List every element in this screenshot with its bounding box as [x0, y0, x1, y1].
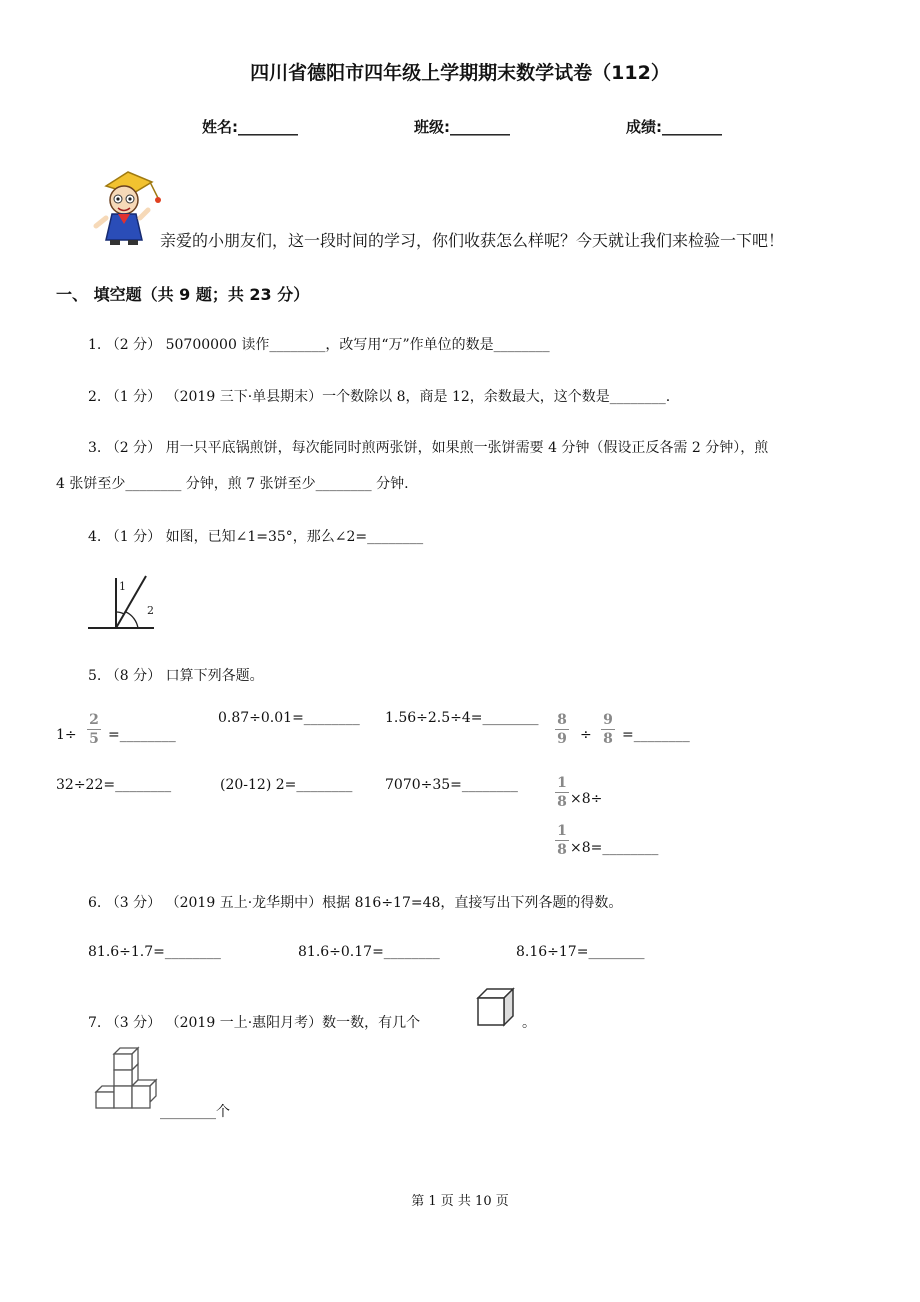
question-5: 5. （8 分） 口算下列各题。	[88, 668, 264, 684]
cube-icon	[475, 986, 517, 1028]
fraction-numerator: 1	[557, 775, 567, 791]
stacked-cubes-figure	[92, 1046, 164, 1118]
q6-a: 81.6÷1.7=________	[88, 944, 221, 960]
fraction-numerator: 8	[557, 712, 567, 728]
mascot-icon	[88, 168, 168, 248]
fraction-numerator: 2	[89, 712, 99, 728]
class-field[interactable]: 班级:________	[414, 118, 510, 136]
q5-d-fraction-1	[555, 712, 569, 747]
q5-d-operator: ÷	[580, 727, 592, 743]
score-field[interactable]: 成绩:________	[626, 118, 722, 136]
question-1: 1. （2 分） 50700000 读作________，改写用“万”作单位的数是________	[88, 337, 550, 353]
question-4: 4. （1 分） 如图，已知∠1=35°，那么∠2=________	[88, 529, 424, 545]
q6-c: 8.16÷17=________	[516, 944, 645, 960]
q5-d-answer: =________	[622, 727, 690, 743]
page-title: 四川省德阳市四年级上学期期末数学试卷（112）	[250, 62, 670, 84]
fraction-denominator: 9	[557, 731, 567, 747]
q5-a-fraction	[87, 712, 101, 747]
fraction-numerator: 9	[603, 712, 613, 728]
q6-b: 81.6÷0.17=________	[298, 944, 440, 960]
q5-e: 32÷22=________	[56, 777, 172, 793]
question-6: 6. （3 分） （2019 五上·龙华期中）根据 816÷17=48，直接写出下列各题的得数。	[88, 895, 623, 911]
question-3-line-2: 4 张饼至少________ 分钟，煎 7 张饼至少________ 分钟.	[56, 476, 409, 492]
question-2: 2. （1 分） （2019 三下·单县期末）一个数除以 8，商是 12，余数最大，这个数是________.	[88, 389, 671, 405]
fraction-numerator: 1	[557, 823, 567, 839]
q5-i-fraction	[555, 823, 569, 858]
q5-a-answer: =________	[108, 727, 176, 743]
q5-i-expression: ×8=________	[570, 840, 659, 856]
page-footer: 第 1 页 共 10 页	[411, 1194, 509, 1209]
question-7-end: 。	[522, 1015, 536, 1031]
q5-h-fraction	[555, 775, 569, 810]
q5-f: (20-12) 2=________	[220, 777, 353, 793]
question-7: 7. （3 分） （2019 一上·惠阳月考）数一数，有几个	[88, 1015, 421, 1031]
q5-c: 1.56÷2.5÷4=________	[385, 710, 539, 726]
question-3-line-1: 3. （2 分） 用一只平底锅煎饼，每次能同时煎两张饼，如果煎一张饼需要 4 分钟（假设正反各需 2 分钟），煎	[88, 440, 769, 456]
angle-figure	[86, 574, 158, 634]
fraction-denominator: 5	[89, 731, 99, 747]
q5-g: 7070÷35=________	[385, 777, 518, 793]
section-heading: 一、 填空题（共 9 题；共 23 分）	[56, 285, 310, 304]
fraction-denominator: 8	[557, 794, 567, 810]
name-field[interactable]: 姓名:________	[202, 118, 298, 136]
angle-2-label: 2	[147, 604, 154, 617]
q5-h-expression: ×8÷	[570, 791, 603, 807]
fraction-denominator: 8	[557, 842, 567, 858]
q5-a-prefix: 1÷	[56, 727, 77, 743]
greeting-text: 亲爱的小朋友们，这一段时间的学习，你们收获怎么样呢？今天就让我们来检验一下吧！	[160, 231, 785, 250]
question-7-answer: ________个	[160, 1104, 230, 1120]
q5-b: 0.87÷0.01=________	[218, 710, 360, 726]
q5-d-fraction-2	[601, 712, 615, 747]
fraction-denominator: 8	[603, 731, 613, 747]
angle-1-label: 1	[119, 580, 126, 593]
